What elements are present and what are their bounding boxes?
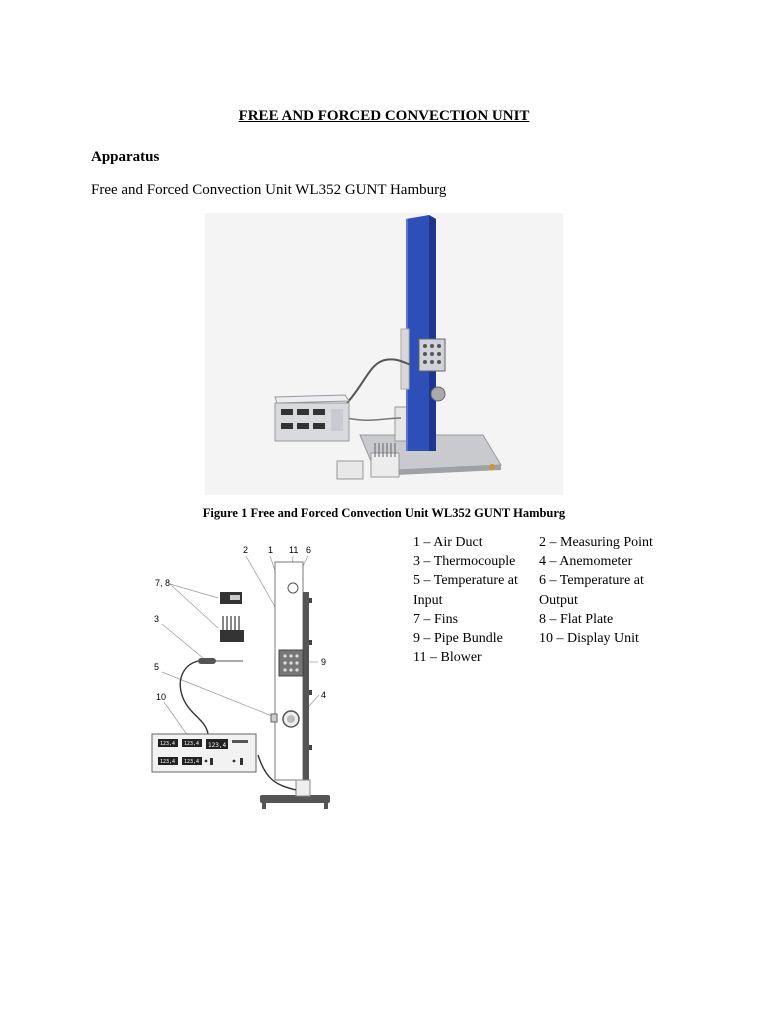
label-1: 1 [268, 545, 274, 555]
legend-item: 6 – Temperature at [539, 573, 644, 589]
section-heading: Apparatus [91, 149, 160, 165]
label-2: 2 [243, 545, 249, 555]
label-10: 10 [156, 692, 167, 702]
readout-a: 123,4 [160, 741, 176, 747]
apparatus-line: Free and Forced Convection Unit WL352 GUNT Hamburg [91, 182, 447, 198]
legend-item [539, 648, 679, 667]
legend-item: 5 – Temperature at [413, 573, 518, 589]
legend-item: 8 – Flat Plate [539, 611, 614, 627]
legend-item: 10 – Display Unit [539, 631, 639, 647]
legend-item: Output [539, 592, 578, 608]
label-5: 5 [154, 662, 160, 672]
legend-item: 7 – Fins [413, 611, 459, 627]
page-title: FREE AND FORCED CONVECTION UNIT [238, 108, 530, 124]
label-3: 3 [154, 614, 160, 624]
legend-item: Input [413, 592, 443, 608]
readout-b: 123,4 [184, 741, 200, 747]
label-7-8: 7, 8 [155, 578, 171, 588]
component-legend [413, 533, 683, 667]
legend-item: 11 – Blower [413, 650, 482, 666]
legend-item: 1 – Air Duct [413, 535, 483, 550]
label-9: 9 [321, 657, 327, 667]
apparatus-photo [205, 213, 563, 495]
readout-c: 123,4 [160, 759, 176, 765]
legend-item: 4 – Anemometer [539, 554, 633, 570]
apparatus-diagram [148, 540, 338, 815]
label-4: 4 [321, 690, 327, 700]
legend-item: 2 – Measuring Point [539, 535, 653, 550]
readout-big: 123,4 [208, 742, 227, 749]
label-11: 11 [289, 545, 299, 555]
label-6: 6 [306, 545, 312, 555]
readout-d: 123,4 [184, 759, 200, 765]
legend-item: 3 – Thermocouple [413, 554, 516, 570]
figure-caption: Figure 1 Free and Forced Convection Unit WL352 GUNT Hamburg [202, 506, 566, 520]
legend-item: 9 – Pipe Bundle [413, 631, 503, 647]
